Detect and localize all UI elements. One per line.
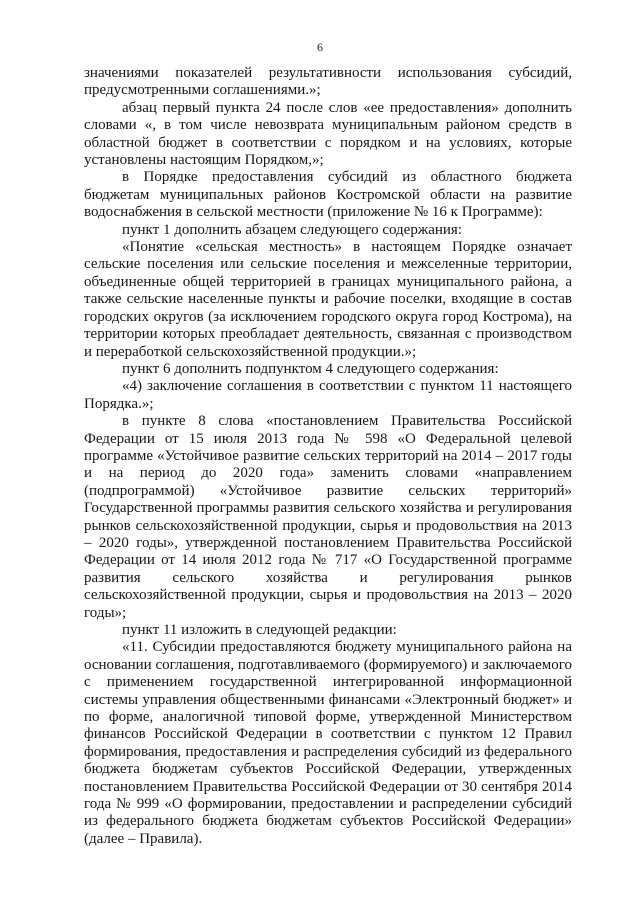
paragraph: в пункте 8 слова «постановлением Правительства Российской Федерации от 15 июля 2013 года № 598 «О Федеральной целевой программе «Устойчивое развитие сельских территорий на 2014 – 2017 годы и на период до 2020 года» заменить словами «направлением (подпрограммой) «Устойчивое развитие сельских территорий» Государственной программы развития сельского хозяйства и регулирования рынков сельскохозяйственной продукции, сырья и продовольствия на 2013 – 2020 годы», утвержденной постановлением Правительства Российской Федерации от 14 июля 2012 года № 717 «О Государственной программе развития сельского хозяйства и регулирования рынков сельскохозяйственной продукции, сырья и продовольствия на 2013 – 2020 годы»; bbox=[84, 413, 572, 621]
paragraph: в Порядке предоставления субсидий из областного бюджета бюджетам муниципальных районов Костромской области на развитие водоснабжения в сельской местности (приложение № 16 к Программе): bbox=[84, 169, 572, 221]
paragraph: «4) заключение соглашения в соответствии с пунктом 11 настоящего Порядка.»; bbox=[84, 378, 572, 412]
paragraph: абзац первый пункта 24 после слов «ее предоставления» дополнить словами «, в том числе невозврата муниципальным районом средств в областной бюджет в соответствии с порядком и на условиях, которые установлены настоящим Порядком,»; bbox=[84, 99, 572, 169]
paragraph: пункт 11 изложить в следующей редакции: bbox=[122, 622, 397, 638]
paragraph: значениями показателей результативности использования субсидий, предусмотренными соглашениями.»; bbox=[84, 65, 572, 99]
document-body bbox=[84, 65, 572, 848]
paragraph: пункт 6 дополнить подпунктом 4 следующего содержания: bbox=[122, 360, 499, 377]
paragraph: «11. Субсидии предоставляются бюджету муниципального района на основании соглашения, подготавливаемого (формируемого) и заключаемого с применением государственной интегрированной информационной системы управления общественными финансами «Электронный бюджет» и по форме, аналогичной типовой форме, утвержденной Министерством финансов Российской Федерации в соответствии с пунктом 12 Правил формирования, предоставления и распределения субсидий из федерального бюджета бюджетам субъектов Российской Федерации, утвержденных постановлением Правительства Российской Федерации от 30 сентября 2014 года № 999 «О формировании, предоставлении и распределении субсидий из федерального бюджета бюджетам субъектов Российской Федерации» (далее – Правила). bbox=[84, 639, 572, 847]
page-number: 6 bbox=[317, 40, 323, 54]
paragraph: «Понятие «сельская местность» в настоящем Порядке означает сельские поселения или сельские поселения и межселенные территории, объединенные общей территорией в границах муниципального района, а также сельские населенные пункты и рабочие поселки, входящие в состав городских округов (за исключением городского округа город Кострома), на территории которых преобладает деятельность, связанная с производством и переработкой сельскохозяйственной продукции.»; bbox=[84, 239, 572, 360]
paragraph: пункт 1 дополнить абзацем следующего содержания: bbox=[122, 221, 462, 238]
